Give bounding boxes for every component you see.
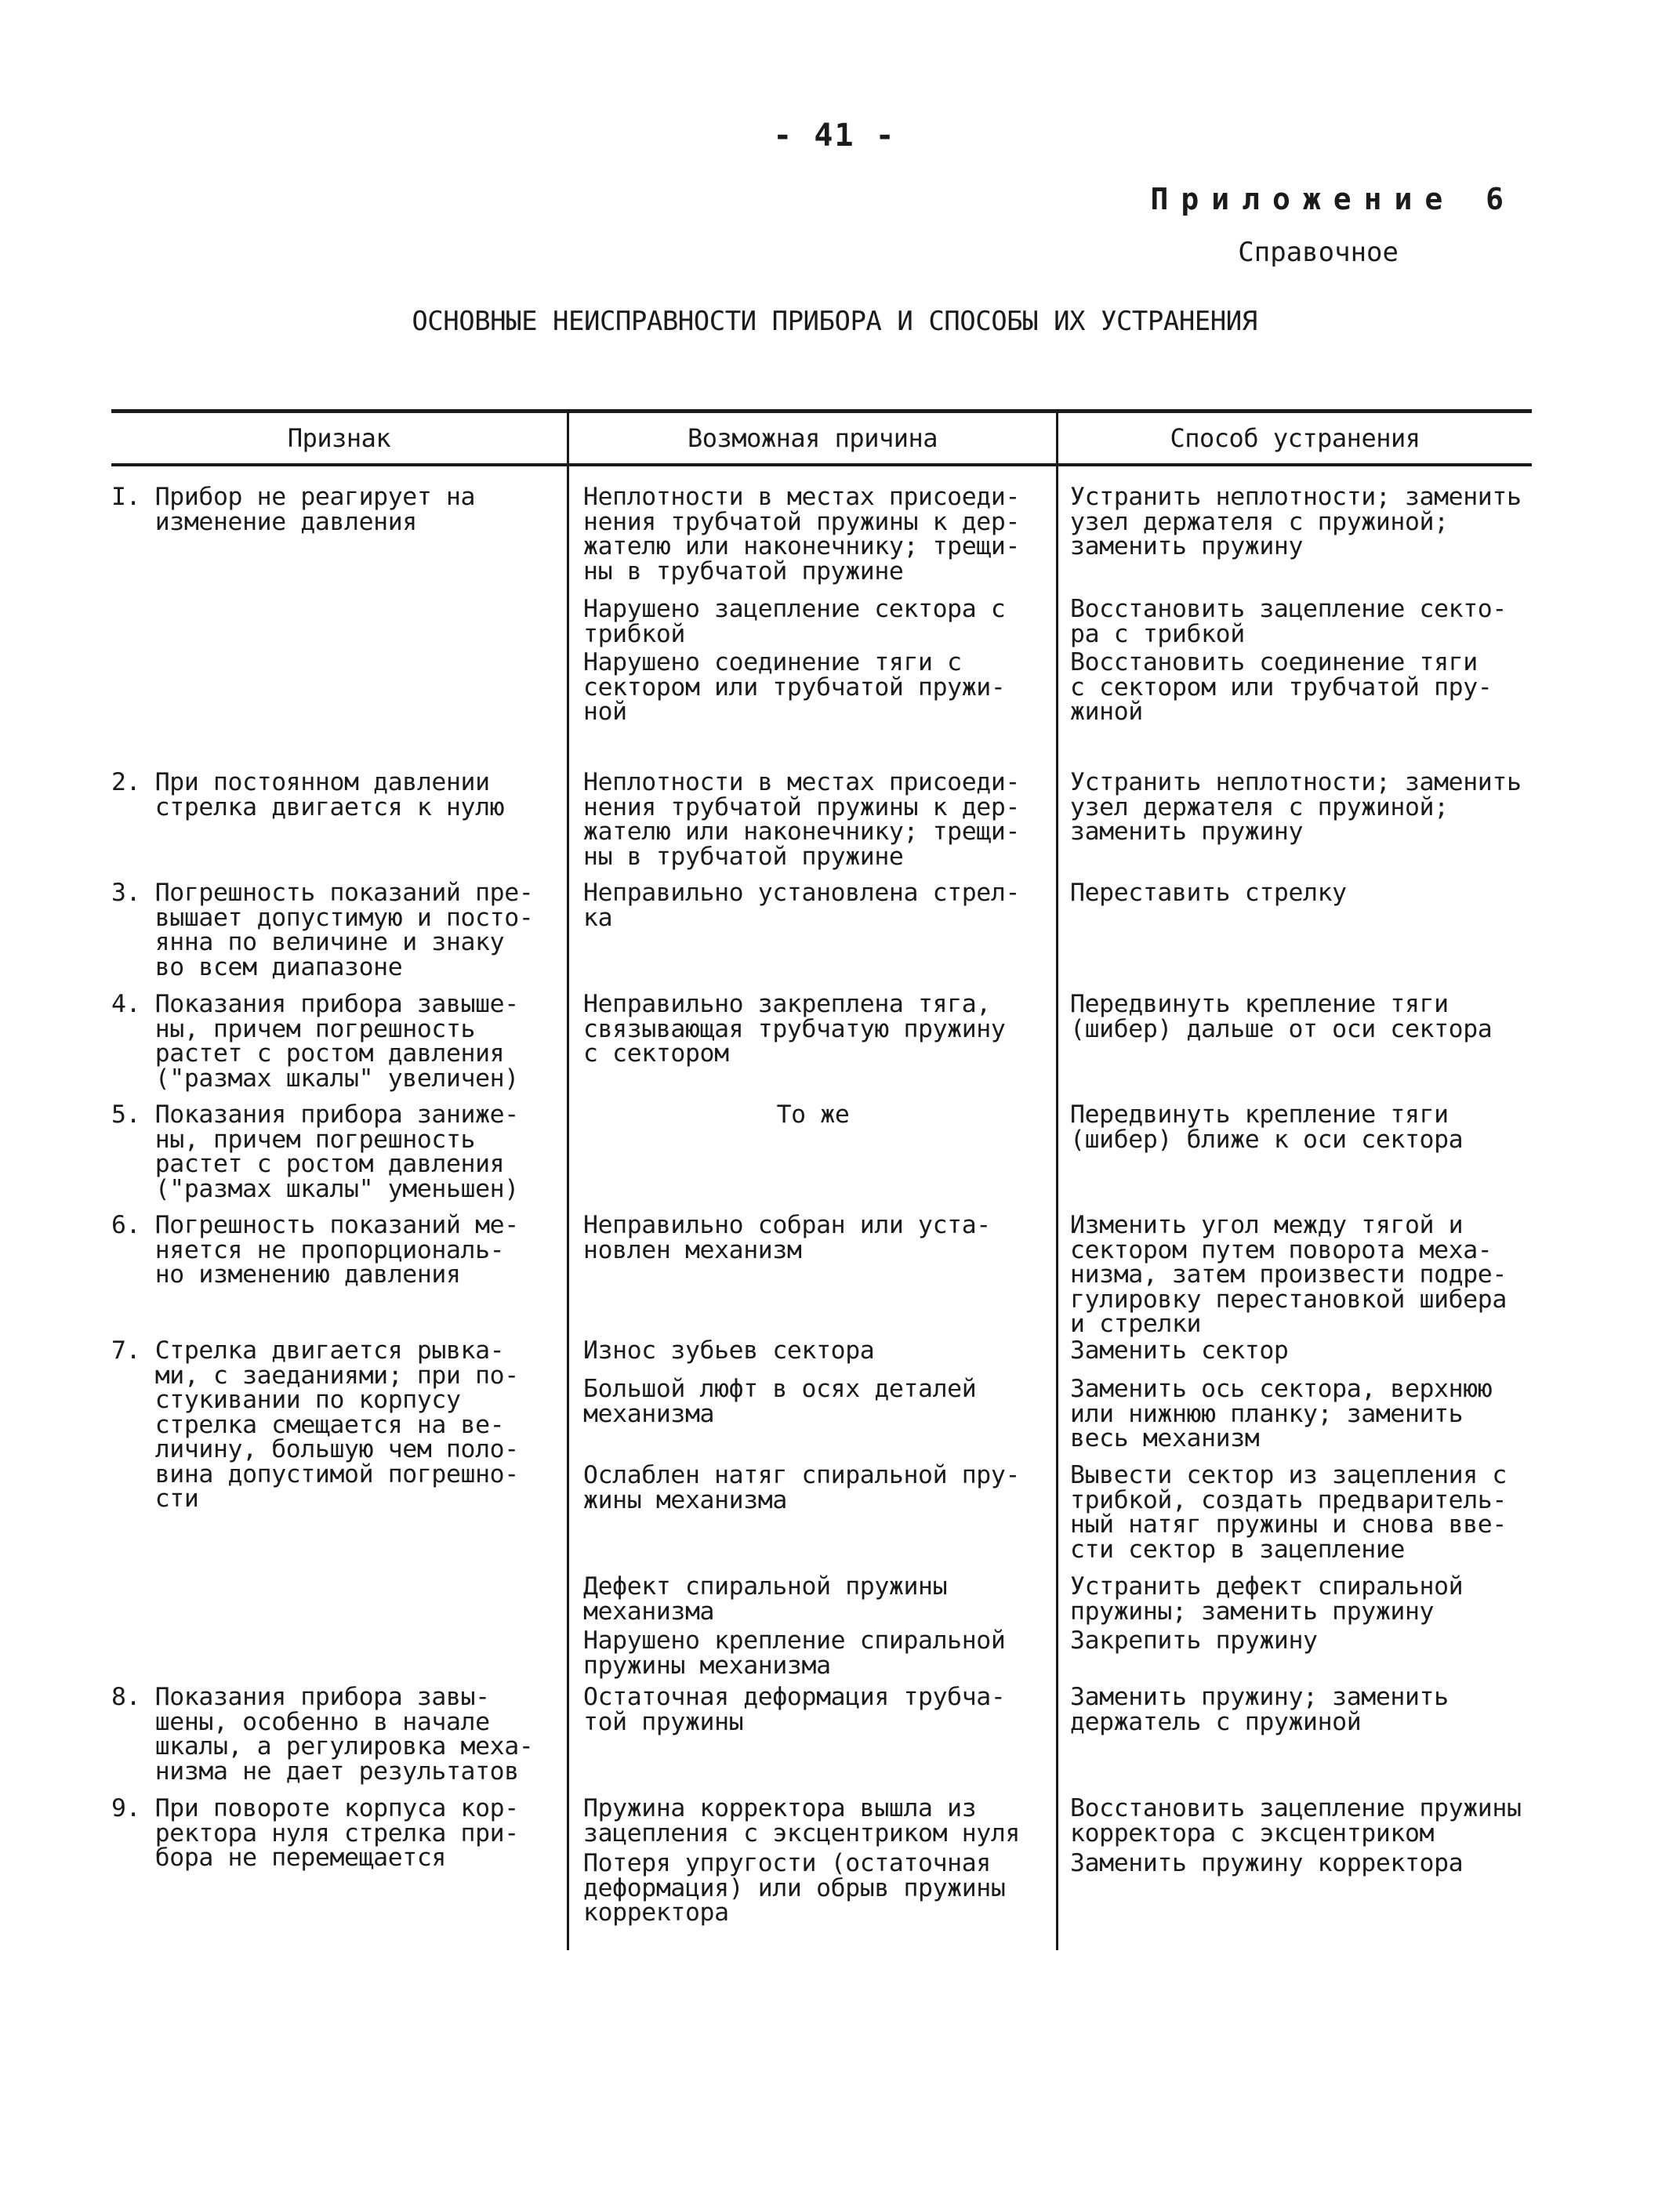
cause-cell: Пружина корректора вышла из зацепления с эксцентриком нуля xyxy=(583,1794,1020,1848)
sign-cell: 2. При постоянном давлении стрелка двигается к нулю xyxy=(111,768,505,821)
remedy-cell: Переставить стрелку xyxy=(1070,879,1347,907)
header-cause: Возможная причина xyxy=(567,413,1056,463)
sign-cell: I. Прибор не реагирует на изменение давления xyxy=(111,483,476,536)
remedy-cell: Изменить угол между тягой и сектором путем поворота меха- низма, затем произвести подре- гулировку перестановкой шибера и стрелки xyxy=(1070,1211,1507,1338)
sign-cell: 4. Показания прибора завыше- ны, причем погрешность растет с ростом давления ("размах шкалы" увеличен) xyxy=(111,990,519,1093)
cause-cell: Большой люфт в осях деталей механизма xyxy=(583,1375,977,1428)
sign-cell: 6. Погрешность показаний ме- няется не пропорциональ- но изменению давления xyxy=(111,1211,519,1289)
cause-cell: Неправильно собран или уста- новлен механизм xyxy=(583,1211,991,1264)
appendix-label: Приложение 6 xyxy=(1150,182,1516,216)
sign-cell: 9. При повороте корпуса кор- ректора нуля стрелка при- бора не перемещается xyxy=(111,1794,519,1872)
cause-cell: То же xyxy=(776,1101,850,1129)
cause-cell: Нарушено соединение тяги с сектором или трубчатой пружи- ной xyxy=(583,648,1006,726)
remedy-cell: Заменить ось сектора, верхнюю или нижнюю планку; заменить весь механизм xyxy=(1070,1375,1493,1452)
remedy-cell: Заменить пружину корректора xyxy=(1070,1849,1464,1877)
remedy-cell: Устранить неплотности; заменить узел держателя с пружиной; заменить пружину xyxy=(1070,768,1522,846)
cause-cell: Неплотности в местах присоеди- нения трубчатой пружины к дер- жателю или наконечнику; трещи- ны в трубчатой пружине xyxy=(583,483,1020,586)
remedy-cell: Восстановить зацепление пружины корректора с эксцентриком xyxy=(1070,1794,1522,1848)
remedy-cell: Устранить неплотности; заменить узел держателя с пружиной; заменить пружину xyxy=(1070,483,1522,560)
cause-cell: Неправильно установлена стрел- ка xyxy=(583,879,1020,932)
remedy-cell: Передвинуть крепление тяги (шибер) ближе к оси сектора xyxy=(1070,1101,1464,1154)
cause-cell: Нарушено зацепление сектора с трибкой xyxy=(583,595,1006,648)
cause-cell: Дефект спиральной пружины механизма xyxy=(583,1572,948,1626)
reference-label: Справочное xyxy=(1238,237,1399,268)
page-number: - 41 - xyxy=(773,118,896,154)
remedy-cell: Вывести сектор из зацепления с трибкой, создать предваритель- ный натяг пружины и снова вве- сти сектор в зацепление xyxy=(1070,1461,1507,1564)
remedy-cell: Передвинуть крепление тяги (шибер) дальше от оси сектора xyxy=(1070,990,1493,1043)
cause-cell: Неплотности в местах присоеди- нения трубчатой пружины к дер- жателю или наконечнику; трещи- ны в трубчатой пружине xyxy=(583,768,1020,871)
remedy-cell: Заменить сектор xyxy=(1070,1336,1289,1365)
sign-cell: 5. Показания прибора заниже- ны, причем погрешность растет с ростом давления ("размах шкалы" уменьшен) xyxy=(111,1101,519,1203)
column-remedies xyxy=(1056,466,1532,1950)
cause-cell: Ослаблен натяг спиральной пру- жины механизма xyxy=(583,1461,1020,1514)
remedy-cell: Заменить пружину; заменить держатель с пружиной xyxy=(1070,1683,1449,1736)
sign-cell: 7. Стрелка двигается рывка- ми, с заеданиями; при по- стукивании по корпусу стрелка смещается на ве- личину, большую чем поло- вина допустимой погрешно- сти xyxy=(111,1336,519,1513)
cause-cell: Нарушено крепление спиральной пружины механизма xyxy=(583,1626,1006,1680)
column-causes xyxy=(567,466,1056,1950)
document-title: ОСНОВНЫЕ НЕИСПРАВНОСТИ ПРИБОРА И СПОСОБЫ ИХ УСТРАНЕНИЯ xyxy=(412,306,1257,337)
column-signs xyxy=(111,466,567,1950)
cause-cell: Потеря упругости (остаточная деформация) или обрыв пружины корректора xyxy=(583,1849,1006,1927)
faults-table xyxy=(111,409,1532,1950)
remedy-cell: Закрепить пружину xyxy=(1070,1626,1318,1655)
remedy-cell: Восстановить соединение тяги с сектором или трубчатой пру- жиной xyxy=(1070,648,1493,726)
cause-cell: Остаточная деформация трубча- той пружины xyxy=(583,1683,1006,1736)
sign-cell: 3. Погрешность показаний пре- вышает допустимую и посто- янна по величине и знаку во всем диапазоне xyxy=(111,879,534,981)
cause-cell: Износ зубьев сектора xyxy=(583,1336,875,1365)
remedy-cell: Устранить дефект спиральной пружины; заменить пружину xyxy=(1070,1572,1464,1626)
sign-cell: 8. Показания прибора завы- шены, особенно в начале шкалы, а регулировка меха- низма не дает результатов xyxy=(111,1683,534,1786)
table-body xyxy=(111,466,1532,1950)
header-sign: Признак xyxy=(287,423,391,453)
table-header-row xyxy=(111,413,1532,463)
header-remedy: Способ устранения xyxy=(1056,413,1532,463)
remedy-cell: Восстановить зацепление секто- ра с трибкой xyxy=(1070,595,1507,648)
cause-cell: Неправильно закреплена тяга, связывающая трубчатую пружину с сектором xyxy=(583,990,1006,1068)
